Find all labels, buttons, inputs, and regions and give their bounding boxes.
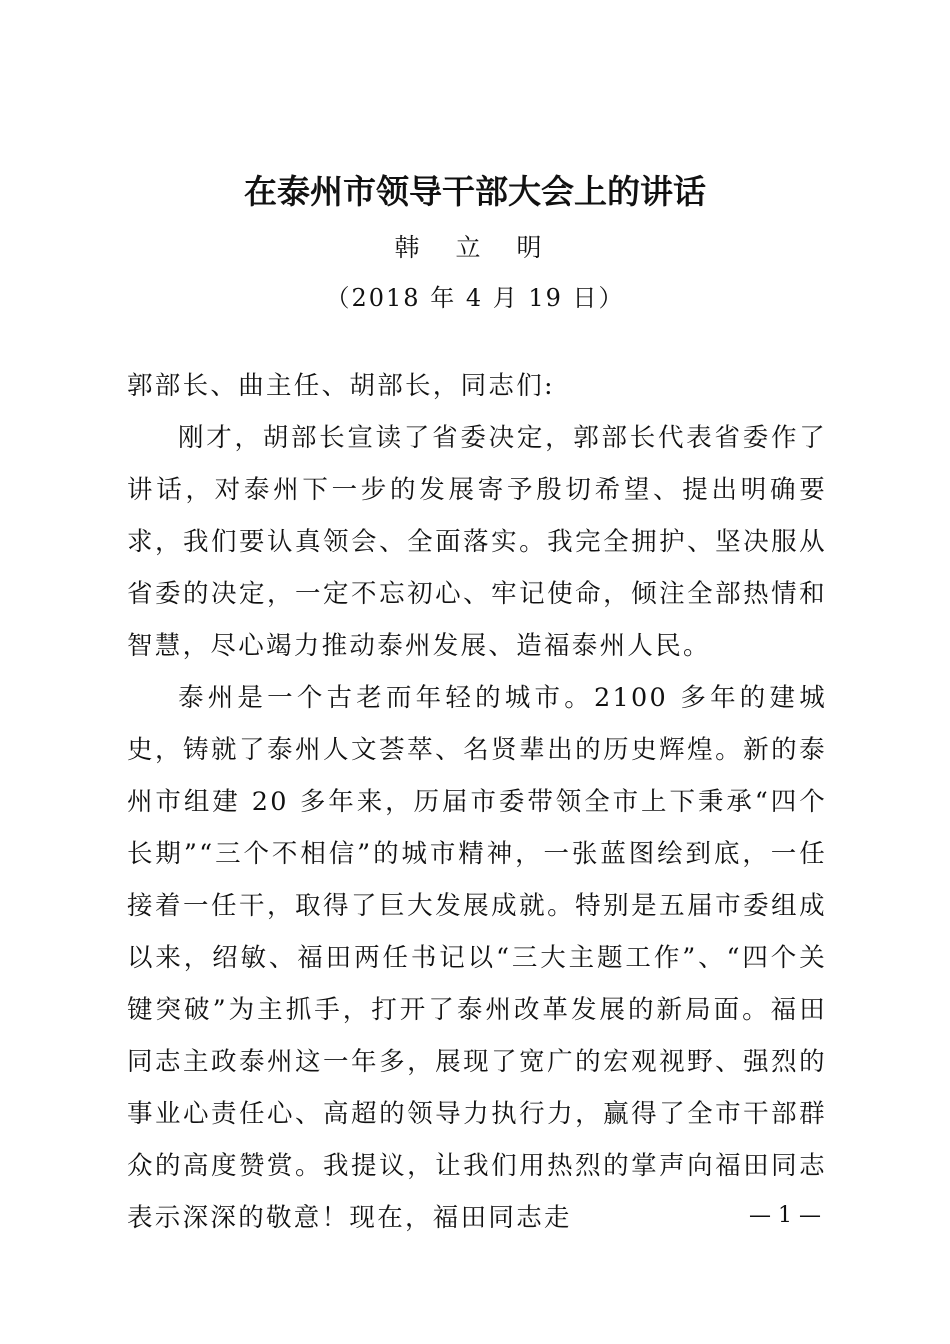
speech-title: 在泰州市领导干部大会上的讲话 (244, 172, 706, 211)
speech-author: 韩 立 明 (394, 233, 556, 262)
speech-body (127, 360, 827, 1244)
salutation: 郭部长、曲主任、胡部长，同志们: (127, 371, 555, 401)
speech-date: （2018 年 4 月 19 日） (325, 284, 625, 312)
paragraph: 泰州是一个古老而年轻的城市。2100 多年的建城史，铸就了泰州人文荟萃、名贤辈出的历史辉煌。新的泰州市组建 20 多年来，历届市委带领全市上下秉承“四个长期”“三个不相信”的城市精神，一张蓝图绘到底，一任接着一任干，取得了巨大发展成就。特别是五届市委组成以来，绍敏、福田两任书记以“三大主题工作”、“四个关键突破”为主抓手，打开了泰州改革发展的新局面。福田同志主政泰州这一年多，展现了宽广的宏观视野、强烈的事业心责任心、高超的领导力执行力，赢得了全市干部群众的高度赞赏。我提议，让我们用热烈的掌声向福田同志表示深深的敬意！现在，福田同志走 (127, 683, 827, 1233)
paragraph: 刚才，胡部长宣读了省委决定，郭部长代表省委作了讲话，对泰州下一步的发展寄予殷切希望、提出明确要求，我们要认真领会、全面落实。我完全拥护、坚决服从省委的决定，一定不忘初心、牢记使命，倾注全部热情和智慧，尽心竭力推动泰州发展、造福泰州人民。 (127, 423, 827, 661)
page-number: — 1 — (749, 1203, 821, 1228)
